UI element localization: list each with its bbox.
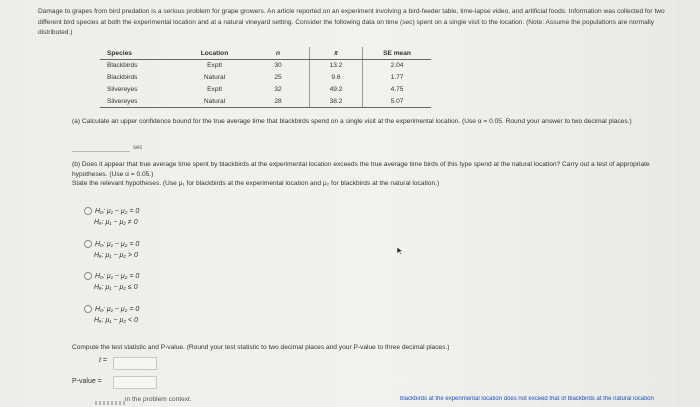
hypothesis-option-3[interactable] (84, 271, 139, 293)
cell-n: 30 (247, 60, 310, 72)
table-header-row (100, 47, 431, 60)
ha-label: Hₐ: μ₁ − μ₂ ≤ 0 (94, 284, 138, 291)
hypothesis-option-2[interactable] (84, 239, 139, 261)
radio-button[interactable] (84, 207, 92, 215)
cell-species: Silvereyes (100, 95, 182, 107)
cell-xbar: 38.2 (310, 95, 363, 107)
header-xbar: x̄ (310, 47, 363, 60)
cell-species: Silvereyes (107, 85, 138, 93)
hypothesis-option-4[interactable] (84, 304, 139, 326)
hypotheses-instruction: State the relevant hypotheses. (Use μ₁ for blackbirds at the experimental location and μ₂ for blackbirds at the natural location.) (72, 180, 440, 187)
data-table (100, 47, 431, 108)
cell-n: 28 (247, 95, 310, 107)
part-a-question: (a) Calculate an upper confidence bound for the true average time that blackbirds spend on a single visit at the experimental location. (Use α = 0.05. Round your answer to two decimal places.) (72, 118, 632, 125)
part-b-question (72, 160, 677, 189)
radio-button[interactable] (84, 272, 92, 280)
cell-species: Blackbirds (107, 74, 138, 82)
h0-label: H₀: μ₁ − μ₂ = 0 (95, 208, 140, 215)
cell-species: Blackbirds (107, 62, 138, 70)
header-species: Species (100, 47, 182, 60)
part-a-unit: sec (133, 145, 143, 151)
table-row (100, 60, 431, 72)
h0-label: H₀: μ₁ − μ₂ = 0 (95, 241, 140, 248)
table-row (100, 72, 431, 84)
footer-cut-text: in the problem context. (125, 396, 192, 403)
cell-location: Natural (203, 74, 226, 82)
p-value-input[interactable] (113, 376, 157, 389)
hypothesis-option-1[interactable] (84, 206, 139, 228)
t-label: t = (99, 357, 107, 364)
cell-location: Exptl (207, 62, 222, 70)
cell-location: Natural (182, 95, 247, 107)
compute-instruction: Compute the test statistic and P-value. (Round your test statistic to two decimal places and your P-value to three decimal places.) (72, 344, 450, 351)
h0-label: H₀: μ₁ − μ₂ = 0 (95, 306, 140, 313)
header-n: n (247, 47, 310, 60)
header-location: Location (182, 47, 247, 60)
h0-label: H₀: μ₁ − μ₂ = 0 (95, 273, 140, 280)
cell-location: Exptl (207, 85, 222, 93)
p-value-label: P-value = (72, 378, 102, 385)
header-se-mean: SE mean (363, 47, 432, 60)
radio-button[interactable] (84, 240, 92, 248)
cell-n: 25 (247, 72, 310, 84)
cell-se-mean: 4.75 (390, 85, 404, 93)
t-statistic-input[interactable] (113, 357, 157, 370)
cell-se-mean: 2.04 (390, 62, 404, 70)
ha-label: Hₐ: μ₁ − μ₂ ≠ 0 (94, 219, 138, 226)
cell-n: 32 (247, 84, 310, 96)
part-b-text: (b) Does it appear that true average time spent by blackbirds at the experimental location exceeds the true average time birds of this type spend at the natural location? Carry out a test of appropriate hypotheses. (Use α = 0.05.) (72, 161, 650, 178)
cell-xbar: 13.2 (310, 60, 363, 72)
cutoff-decoration (95, 401, 125, 405)
radio-button[interactable] (84, 305, 92, 313)
cell-xbar: 9.6 (310, 72, 363, 84)
footer-cut-option[interactable]: blackbirds at the experimental location does not exceed that of blackbirds at the natural location (400, 396, 654, 402)
cell-xbar: 49.2 (310, 84, 363, 96)
ha-label: Hₐ: μ₁ − μ₂ > 0 (94, 252, 138, 259)
mouse-cursor-icon (396, 246, 404, 256)
part-a-answer-input[interactable] (72, 151, 130, 152)
table-row (100, 95, 431, 107)
cell-se-mean: 5.07 (363, 95, 432, 107)
cell-se-mean: 1.77 (390, 74, 404, 82)
table-row (100, 84, 431, 96)
ha-label: Hₐ: μ₁ − μ₂ < 0 (94, 317, 138, 324)
problem-intro: Damage to grapes from bird predation is a serious problem for grape growers. An article reported on an experiment involving a bird-feeder table, time-lapse video, and artificial foods. Information was collected for two different bird species at both the experimental location and at a natural vineyard setting. Consider the following data on time (sec) spent on a single visit to the location. (Note: Assume the populations are normally distributed.) (38, 8, 665, 36)
